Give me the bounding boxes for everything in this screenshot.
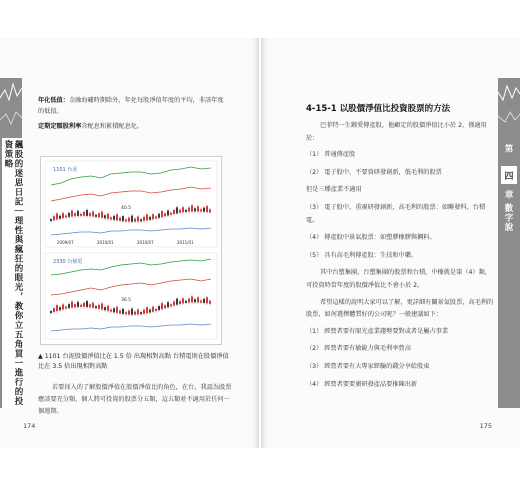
summary-text: 含配息和累積配息化。 xyxy=(81,123,144,130)
list-a-item: （4） 傳產股中景氣股票：如塑膠橡膠與鋼料。 xyxy=(306,234,436,242)
candle-body xyxy=(62,213,64,218)
candle-body xyxy=(191,205,193,211)
list-a-item: （2） 電子股中，不要資研發創新，低毛利的股票 xyxy=(306,168,442,176)
candle-body xyxy=(191,296,193,302)
candle-body xyxy=(188,299,190,303)
summary-row xyxy=(38,121,228,132)
candle-body xyxy=(131,309,133,315)
candle-body xyxy=(167,210,169,215)
candle-body xyxy=(77,211,79,216)
candle-body xyxy=(200,209,202,211)
candle-body xyxy=(182,298,184,303)
candle-body xyxy=(77,302,79,307)
candle-body xyxy=(158,214,160,218)
candle-body xyxy=(122,216,124,221)
candle-body xyxy=(176,299,178,305)
candle-body xyxy=(125,312,127,314)
candle-body xyxy=(119,310,121,313)
candle-body xyxy=(122,309,124,314)
candle-body xyxy=(50,219,52,221)
right-body xyxy=(306,120,496,396)
candle-body xyxy=(59,216,61,219)
candle-body xyxy=(71,210,73,216)
summary-key: 年化低值： xyxy=(38,97,69,104)
right-side-tab xyxy=(498,78,520,408)
candle-body xyxy=(74,213,76,216)
candle-body xyxy=(161,303,163,309)
candle-body xyxy=(194,299,196,302)
candle-body xyxy=(65,215,67,217)
candle-body xyxy=(104,307,106,310)
candle-body xyxy=(92,211,94,216)
candle-body xyxy=(131,216,133,222)
candle-body xyxy=(53,216,55,220)
candle-body xyxy=(62,304,64,309)
candle-body xyxy=(104,215,106,218)
right-page xyxy=(261,38,520,448)
candle-body xyxy=(173,301,175,305)
candle-body xyxy=(137,309,139,314)
candle-body xyxy=(209,209,211,212)
candle-body xyxy=(95,306,97,308)
candle-body xyxy=(203,299,205,303)
candle-body xyxy=(170,304,172,306)
book-spread xyxy=(0,38,520,448)
candle-body xyxy=(182,207,184,212)
candle-body xyxy=(80,305,82,307)
chart-legend-bottom: 2330 台積電 xyxy=(53,259,83,265)
candle-body xyxy=(155,217,157,219)
candle-body xyxy=(107,214,109,219)
left-page xyxy=(0,38,259,448)
candle-body xyxy=(203,208,205,212)
candle-body xyxy=(71,302,73,308)
list-b-item: （2） 經營者要有敏銳力與毛利率營高 xyxy=(306,345,411,353)
x-tick-label: 2009/07 xyxy=(57,240,74,245)
figure-caption: ▲ 1101 台泥股價淨值比在 1.5 倍 出現相對高點 台積電則在股價淨值比在 3.5 倍出現相對高點 xyxy=(38,353,229,370)
candle-body xyxy=(128,311,130,315)
candle-body xyxy=(200,301,202,303)
chapter-number-badge: 四 xyxy=(501,166,517,184)
candle-body xyxy=(143,310,145,314)
candle-body xyxy=(146,307,148,313)
candle-body xyxy=(188,208,190,212)
chart-mid-value-bottom: 36.5 xyxy=(121,298,132,303)
candle-body xyxy=(53,308,55,312)
candle-body xyxy=(86,210,88,216)
candle-body xyxy=(137,216,139,221)
paragraph-2: 其中台塑集團，台塑集團的股票和台積，中橡就是第（4）類，可投資時當年度的股價淨值比不會小於 2。 xyxy=(306,269,491,289)
list-b-item: （3） 經營者要有大專家經驗的錢分享給股東 xyxy=(306,362,430,370)
page-number-right: 175 xyxy=(479,422,492,430)
chapter-suffix-label: 章 數字說 xyxy=(503,190,513,232)
candle-body xyxy=(116,307,118,313)
candle-body xyxy=(80,214,82,216)
stock-chart-figure xyxy=(40,156,222,345)
chapter-prefix: 第 xyxy=(503,144,513,154)
x-tick-label: 2011/01 xyxy=(177,240,194,245)
candle-body xyxy=(164,213,166,216)
candle-body xyxy=(185,301,187,303)
left-body-paragraph: 若要採入的了解股價淨值在股價淨值比的角色，在台，我認為股票應該要充分類，個人將可投資的股票分五類，這五類並不適用於任何一個週期。 xyxy=(38,384,232,415)
candle-body xyxy=(113,216,115,220)
candle-body xyxy=(86,301,88,307)
list-b-item: （1） 經營者要有眼光產業趨勢要對或者是屬占事業 xyxy=(306,327,449,335)
candle-body xyxy=(140,219,142,221)
candle-body xyxy=(119,218,121,221)
candle-body xyxy=(101,212,103,218)
candle-body xyxy=(206,297,208,303)
candle-body xyxy=(110,217,112,219)
candle-body xyxy=(110,310,112,312)
candle-body xyxy=(197,206,199,211)
list-a-item: （1） 普通傳產股 xyxy=(306,151,356,159)
candle-body xyxy=(98,213,100,217)
candle-body xyxy=(134,219,136,222)
section-title: 4-15-1 以股價淨值比投資股票的方法 xyxy=(306,104,451,114)
candle-body xyxy=(155,309,157,311)
candle-body xyxy=(50,311,52,313)
summary-box xyxy=(38,95,228,136)
candle-body xyxy=(107,306,109,311)
candle-body xyxy=(83,303,85,307)
left-side-label: 飆股的迷思日記｜理性與瘋狂的眼光，教你立五角買一進行的投資策略 xyxy=(3,140,23,406)
summary-text: 金融海嘯時期除外，年化每股淨值年度的平均，非該年度的低值。 xyxy=(38,97,224,115)
candle-body xyxy=(95,215,97,217)
candle-body xyxy=(59,307,61,310)
candle-body xyxy=(149,217,151,220)
candle-body xyxy=(206,206,208,212)
candle-body xyxy=(140,312,142,314)
candle-body xyxy=(83,212,85,216)
stock-charts-svg xyxy=(41,157,221,344)
list-a-item: （3） 電子股中，重視研發創新，高毛利的股票：如聯發科、台積電。 xyxy=(306,203,486,224)
candle-body xyxy=(194,208,196,211)
list-b-item: （4） 經營者要要廣研發產品要推陳出新 xyxy=(306,380,418,388)
candle-body xyxy=(164,305,166,308)
candle-body xyxy=(152,214,154,219)
candle-body xyxy=(89,304,91,307)
candle-body xyxy=(92,303,94,308)
candle-body xyxy=(170,213,172,215)
candle-body xyxy=(65,307,67,309)
candle-body xyxy=(179,210,181,213)
candle-body xyxy=(143,217,145,221)
candle-body xyxy=(134,312,136,315)
candle-body xyxy=(101,303,103,309)
candle-body xyxy=(185,210,187,212)
candle-body xyxy=(146,214,148,220)
candle-body xyxy=(56,305,58,311)
candle-body xyxy=(56,213,58,219)
candle-body xyxy=(197,297,199,302)
candle-body xyxy=(167,302,169,307)
candle-body xyxy=(149,310,151,313)
candle-body xyxy=(89,213,91,216)
x-tick-label: 2010/07 xyxy=(137,240,154,245)
candle-body xyxy=(74,304,76,307)
summary-key: 定期定額股利率 xyxy=(38,123,82,130)
chart-legend-top: 1101 台泥 xyxy=(53,167,78,173)
list-a-item: 但是三種產業不適用 xyxy=(306,186,362,194)
list-a-item: （5） 具有高毛利傳產股：生技和中藥。 xyxy=(306,251,418,259)
x-tick-label: 2010/01 xyxy=(97,240,114,245)
candle-body xyxy=(116,214,118,220)
summary-row xyxy=(38,95,228,117)
candle-body xyxy=(68,304,70,308)
chart-panel-top xyxy=(45,161,217,247)
paragraph-3: 希望這樣的說明大家可以了解，更詳細有關景氣股票，高毛利的股票，如何選擇體質好的公司呢？一般建議如下： xyxy=(306,298,494,319)
candle-body xyxy=(68,213,70,217)
candle-body xyxy=(152,307,154,312)
candle-body xyxy=(173,210,175,214)
page-number-left: 174 xyxy=(23,422,36,430)
candle-body xyxy=(161,211,163,217)
candle-body xyxy=(179,301,181,304)
candle-body xyxy=(113,308,115,312)
left-side-tab xyxy=(0,78,22,408)
candle-body xyxy=(176,207,178,213)
candle-body xyxy=(125,219,127,221)
zigzag-decoration-icon xyxy=(0,78,22,138)
candle-body xyxy=(158,306,160,310)
candle-body xyxy=(209,301,211,304)
candle-body xyxy=(98,305,100,309)
intro-paragraph: 巴菲特一生鍾愛傳產股，他顧定的股價淨值比小於 2，僅適用於： xyxy=(306,122,487,142)
chart-mid-value-top: 40.5 xyxy=(121,206,132,211)
candle-body xyxy=(128,218,130,222)
